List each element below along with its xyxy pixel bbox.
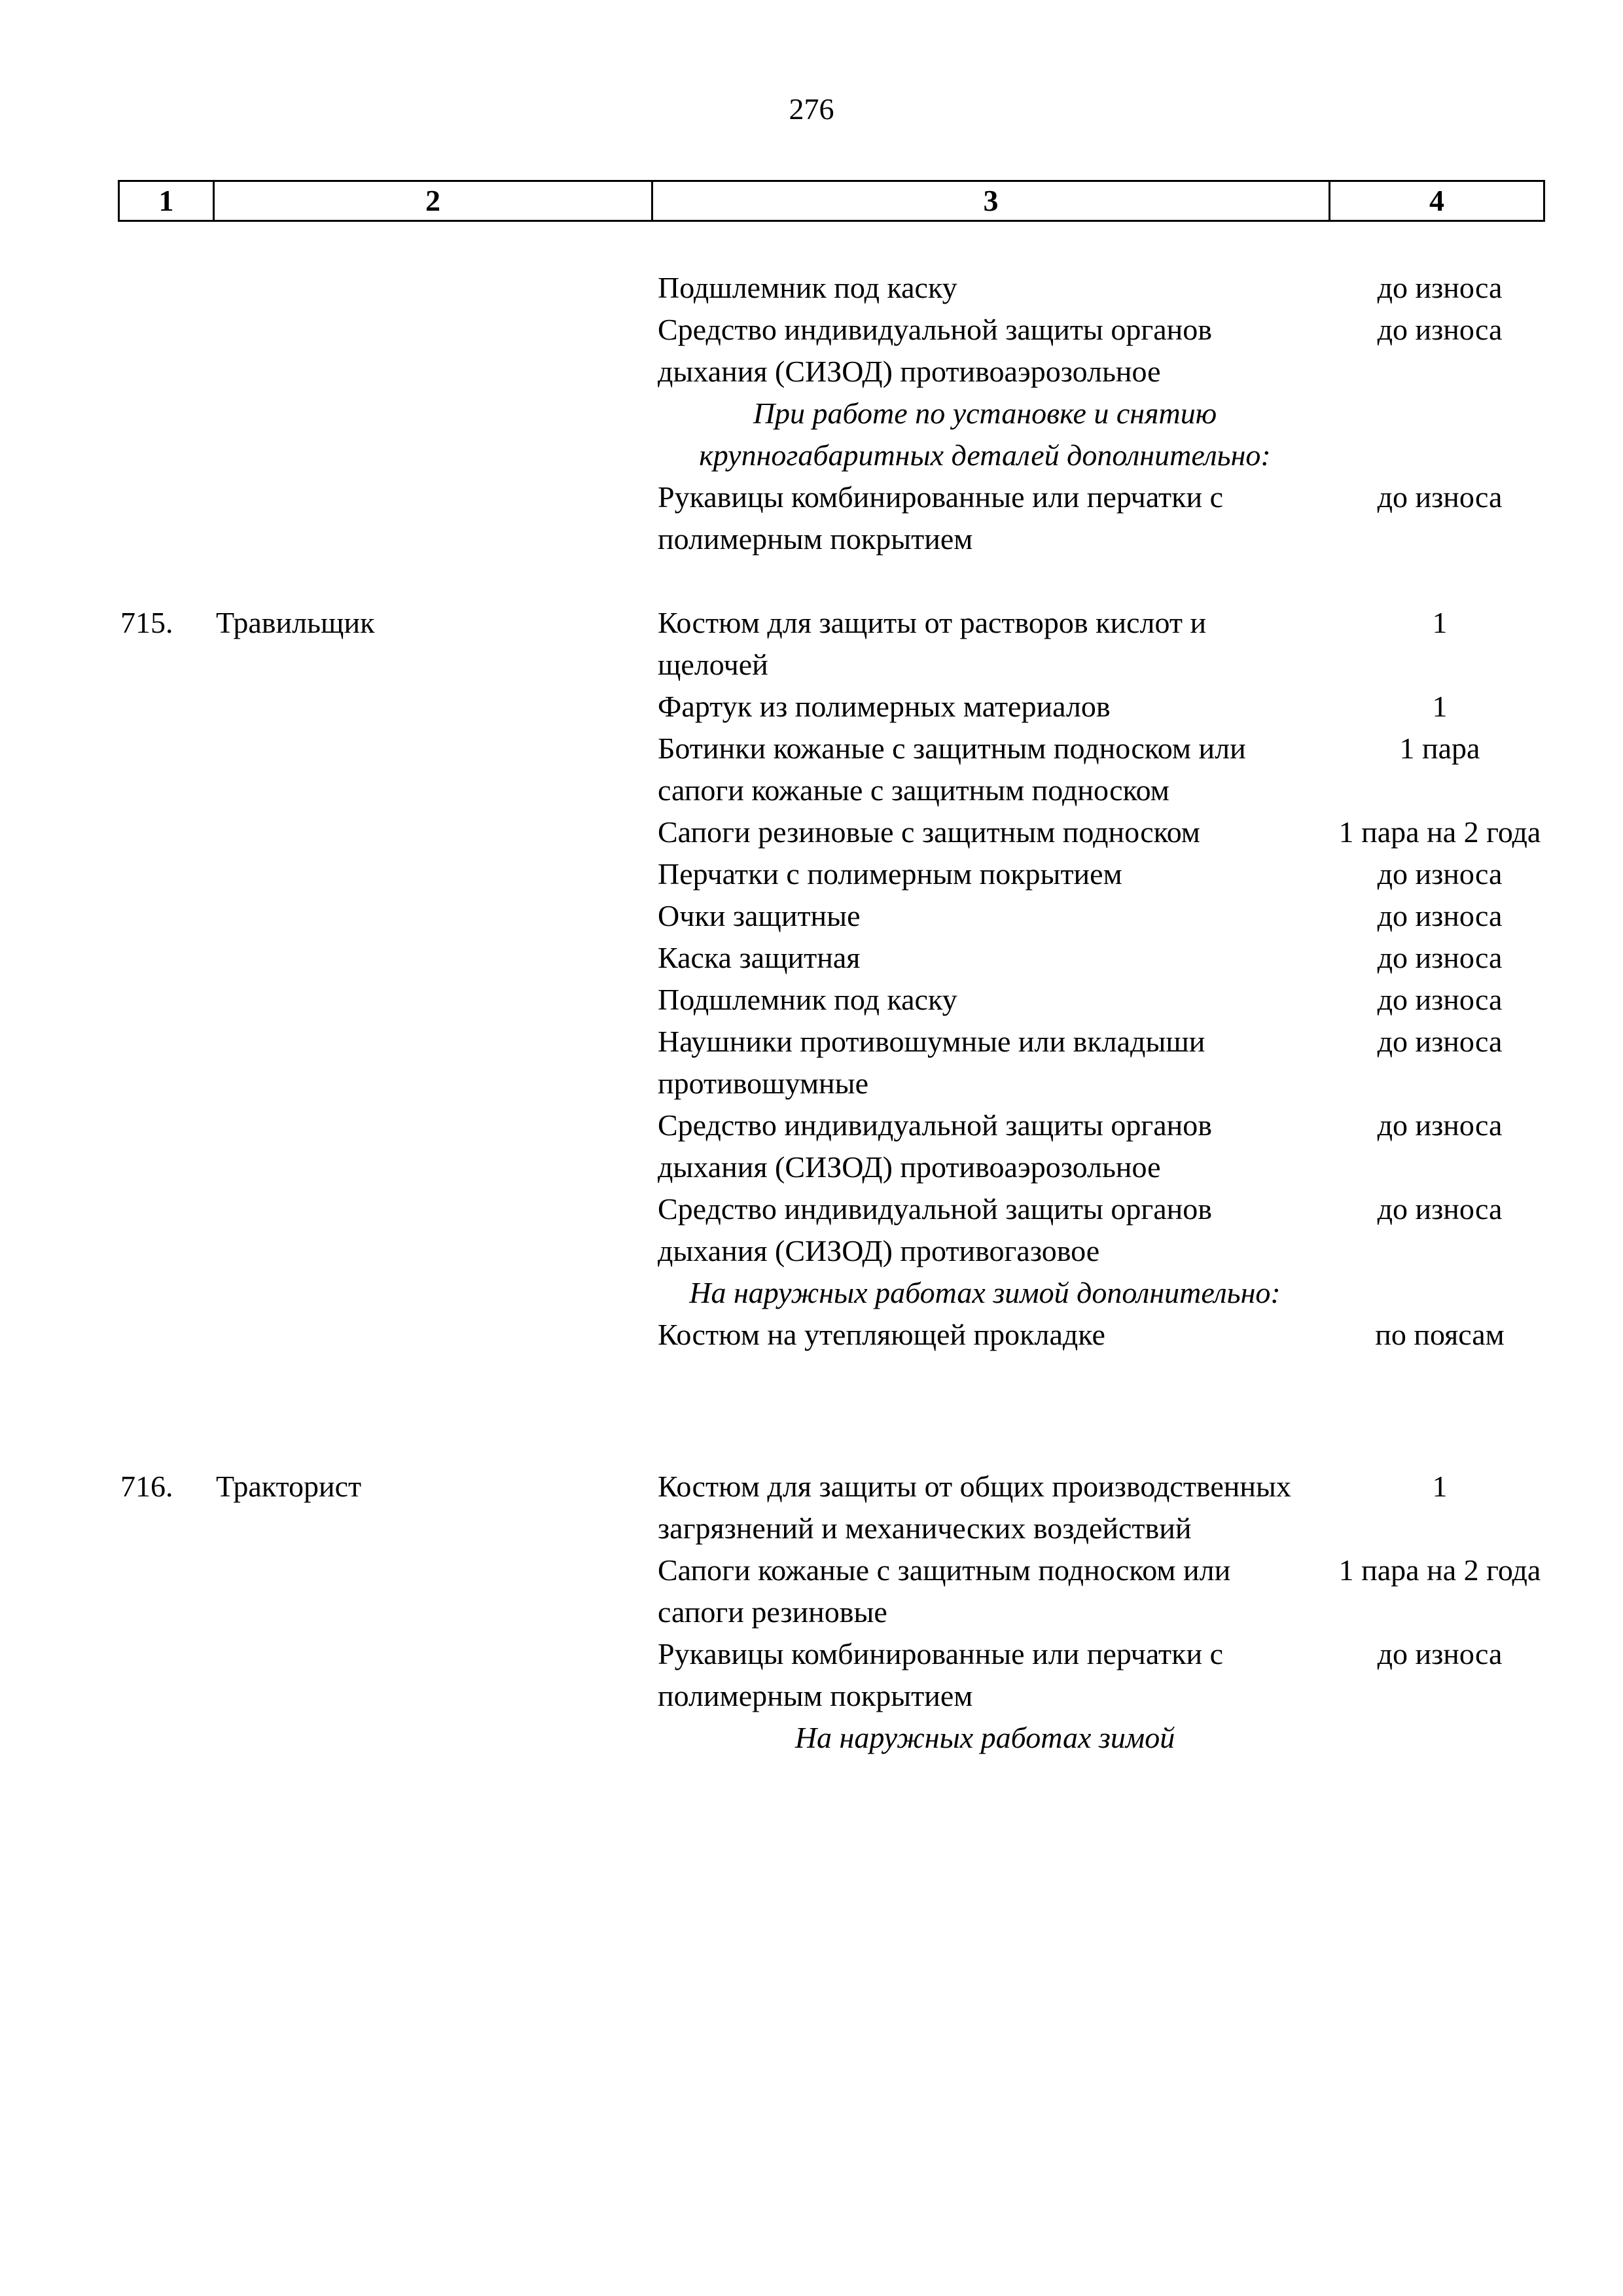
item-name: Каска защитная xyxy=(658,941,861,974)
item-name: Сапоги резиновые с защитным подноском xyxy=(658,815,1200,849)
column-header-3: 3 xyxy=(652,181,1330,221)
item-name: Фартук из полимерных материалов xyxy=(658,690,1111,723)
table-row xyxy=(0,811,1623,853)
table-body xyxy=(0,267,1623,1759)
table-row xyxy=(0,1021,1623,1104)
item-norm: до износа xyxy=(1377,480,1503,514)
table-row xyxy=(0,309,1623,393)
item-norm: до износа xyxy=(1377,271,1503,304)
item-norm: 1 xyxy=(1432,690,1448,723)
item-name: Средство индивидуальной защиты органов дыхания (СИЗОД) противогазовое xyxy=(658,1192,1212,1267)
item-norm: до износа xyxy=(1377,941,1503,974)
item-name: Очки защитные xyxy=(658,899,861,932)
entry-number: 716. xyxy=(120,1470,173,1503)
table-row xyxy=(0,1633,1623,1717)
table-row xyxy=(0,895,1623,937)
table-row xyxy=(0,853,1623,895)
entry-number: 715. xyxy=(120,606,173,639)
item-name: Костюм для защиты от растворов кислот и щелочей xyxy=(658,606,1207,681)
item-name: Наушники противошумные или вкладыши противошумные xyxy=(658,1025,1205,1100)
table-row xyxy=(0,476,1623,560)
item-norm: до износа xyxy=(1377,1637,1503,1670)
table-row xyxy=(0,937,1623,979)
item-name: Подшлемник под каску xyxy=(658,271,957,304)
item-norm: до износа xyxy=(1377,1192,1503,1226)
item-norm: до износа xyxy=(1377,313,1503,346)
item-name: Средство индивидуальной защиты органов дыхания (СИЗОД) противоаэрозольное xyxy=(658,313,1212,388)
table-row xyxy=(0,1314,1623,1356)
column-header-1: 1 xyxy=(119,181,214,221)
item-norm: 1 xyxy=(1432,1470,1448,1503)
item-name: Рукавицы комбинированные или перчатки с полимерным покрытием xyxy=(658,1637,1224,1712)
item-norm: до износа xyxy=(1377,983,1503,1016)
profession-name: Тракторист xyxy=(216,1470,362,1503)
item-name: Подшлемник под каску xyxy=(658,983,957,1016)
item-norm: до износа xyxy=(1377,1025,1503,1058)
section-note: На наружных работах зимой xyxy=(794,1721,1175,1754)
item-name: Средство индивидуальной защиты органов дыхания (СИЗОД) противоаэрозольное xyxy=(658,1108,1212,1184)
item-norm: 1 пара xyxy=(1399,732,1480,765)
item-name: Костюм для защиты от общих производственных загрязнений и механических воздействий xyxy=(658,1470,1291,1545)
item-name: Сапоги кожаные с защитным подноском или сапоги резиновые xyxy=(658,1553,1231,1629)
table-row xyxy=(0,267,1623,309)
section-note: На наружных работах зимой дополнительно: xyxy=(689,1276,1281,1309)
section-note: При работе по установке и снятию крупногабаритных деталей дополнительно: xyxy=(699,397,1271,472)
item-name: Костюм на утепляющей прокладке xyxy=(658,1318,1105,1351)
item-norm: до износа xyxy=(1377,899,1503,932)
table-row xyxy=(0,979,1623,1021)
table-row xyxy=(0,602,1623,686)
table-row xyxy=(0,1549,1623,1633)
item-norm: по поясам xyxy=(1375,1318,1505,1351)
page-number: 276 xyxy=(789,92,834,126)
profession-name: Травильщик xyxy=(216,606,375,639)
table-row xyxy=(0,1104,1623,1188)
item-norm: до износа xyxy=(1377,857,1503,891)
table-row xyxy=(0,1188,1623,1272)
table-row xyxy=(0,728,1623,811)
item-name: Перчатки с полимерным покрытием xyxy=(658,857,1122,891)
table-row xyxy=(0,686,1623,728)
item-norm: 1 xyxy=(1432,606,1448,639)
item-norm: до износа xyxy=(1377,1108,1503,1142)
item-norm: 1 пара на 2 года xyxy=(1338,1553,1541,1587)
table-row xyxy=(0,1466,1623,1549)
column-header-4: 4 xyxy=(1330,181,1544,221)
column-header-2: 2 xyxy=(214,181,652,221)
item-name: Ботинки кожаные с защитным подноском или сапоги кожаные с защитным подноском xyxy=(658,732,1246,807)
table-header xyxy=(118,180,1545,222)
item-norm: 1 пара на 2 года xyxy=(1338,815,1541,849)
item-name: Рукавицы комбинированные или перчатки с полимерным покрытием xyxy=(658,480,1224,556)
